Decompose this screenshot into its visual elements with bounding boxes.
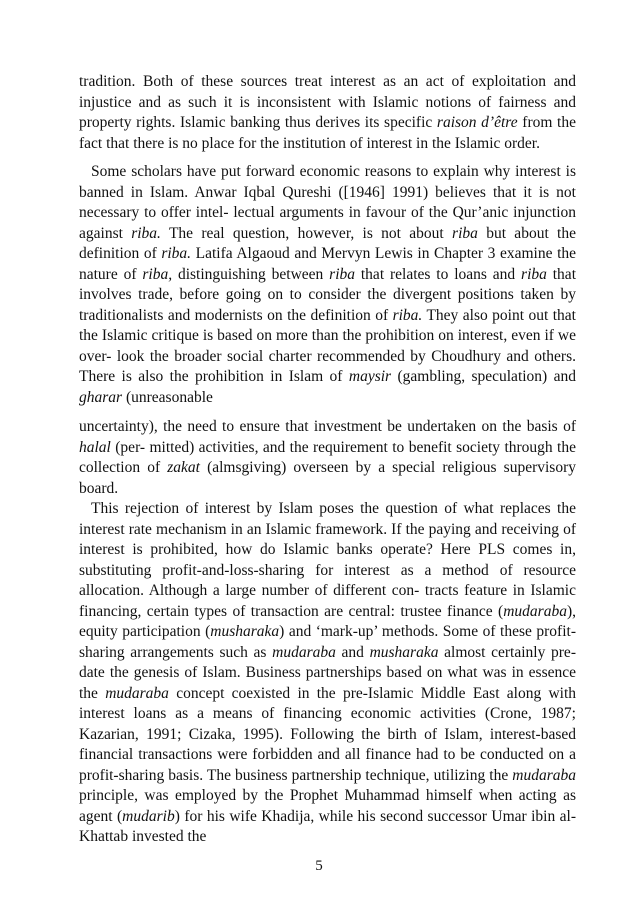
- paragraph-2: [79, 162, 576, 408]
- italic-term: zakat: [167, 459, 200, 476]
- text-run: distinguishing between: [172, 265, 330, 283]
- text-run: ), equity participation (: [79, 602, 576, 640]
- italic-term: mudarib: [122, 807, 175, 825]
- paragraph-3: [79, 417, 576, 499]
- text-run: (gambling, speculation) and: [391, 368, 576, 385]
- text-run: Some scholars have put forward economic reasons to explain why interest is banned in Islam. Anwar Iqbal Qureshi ([1946] 1991) believes that it is not necessary to offer intel- lectual arguments in favour of the Qur’anic injunction against: [79, 163, 576, 242]
- text-run: tradition. Both of these sources treat interest as an act of exploitation and injustice and as such it is inconsistent with Islamic notions of fairness and property rights. Islamic banking thus derives its specific: [79, 73, 576, 131]
- italic-term: mudaraba: [272, 643, 336, 661]
- text-run: uncertainty), the need to ensure that investment be undertaken on the basis of: [79, 418, 576, 435]
- paragraph-1: [79, 72, 576, 154]
- text-run: ) and ‘mark-up’ methods. Some of these profit-sharing arrangements such as: [79, 623, 576, 661]
- italic-term: musharaka: [210, 623, 280, 640]
- text-run: that involves trade, before going on to consider the divergent positions taken by traditionalists and modernists on the definition of: [79, 265, 576, 324]
- italic-term: mudaraba: [512, 766, 576, 784]
- text-run: (unreasonable: [122, 388, 213, 406]
- italic-term: musharaka: [369, 643, 439, 661]
- page-number: 5: [315, 858, 323, 874]
- text-run: that relates to loans and: [355, 265, 522, 283]
- italic-term: riba.: [392, 306, 423, 324]
- italic-term: raison d’être: [436, 114, 518, 131]
- text-run: from the fact that there is no place for the institution of interest in the Islamic order.: [79, 114, 576, 152]
- text-run: concept coexisted in the pre-Islamic Middle East along with interest loans as a means of financing economic activities (Crone, 1987; Kazarian, 1991; Cizaka, 1995). Following the birth of Islam, interest-based financial transactions were forbidden and all finance had to be conducted on a profit-sharing basis. The business partnership technique, utilizing the: [79, 684, 577, 784]
- paragraph-4: [79, 499, 576, 848]
- text-run: and: [335, 643, 370, 661]
- italic-term: gharar: [79, 388, 123, 406]
- text-run: Latifa Algaoud and Mervyn Lewis in Chapter 3 examine the nature of: [79, 245, 576, 283]
- text-run: but about the definition of: [79, 224, 576, 262]
- italic-term: maysir: [348, 368, 392, 385]
- italic-term: riba: [521, 265, 547, 283]
- italic-term: mudaraba: [105, 684, 169, 702]
- text-run: ) for his wife Khadija, while his second successor Umar ibin al-Khattab invested the: [79, 807, 576, 845]
- text-run: principle, was employed by the Prophet Muhammad himself when acting as agent (: [79, 787, 576, 825]
- italic-term: halal: [79, 438, 111, 456]
- italic-term: riba: [452, 224, 478, 242]
- text-run: This rejection of interest by Islam poses the question of what replaces the interest rate mechanism in an Islamic framework. If the paying and receiving of interest is prohibited, how do Islamic banks operate? Here PLS comes in, substituting profit-and-loss-sharing for interest as a method of resource allocation. Although a large number of different con- tracts feature in Islamic financing, certain types of transaction are central: trustee finance (: [79, 500, 576, 620]
- text-run: The real question, however, is not about: [160, 224, 453, 242]
- italic-term: mudaraba: [503, 602, 567, 620]
- italic-term: riba,: [142, 265, 173, 283]
- italic-term: riba.: [161, 245, 192, 262]
- italic-term: riba.: [131, 224, 161, 242]
- text-run: They also point out that the Islamic critique is based on more than the prohibition on interest, even if we over- look the broader social charter recommended by Choudhury and others. There is also the prohibition in Islam of: [79, 306, 576, 385]
- text-run: (almsgiving) overseen by a special religious supervisory board.: [79, 459, 576, 497]
- italic-term: riba: [329, 265, 356, 283]
- page-body: [79, 72, 576, 848]
- text-run: (per- mitted) activities, and the requirement to benefit society through the collection of: [79, 438, 576, 476]
- text-run: almost certainly pre-date the genesis of Islam. Business partnerships based on what was in essence the: [79, 643, 576, 702]
